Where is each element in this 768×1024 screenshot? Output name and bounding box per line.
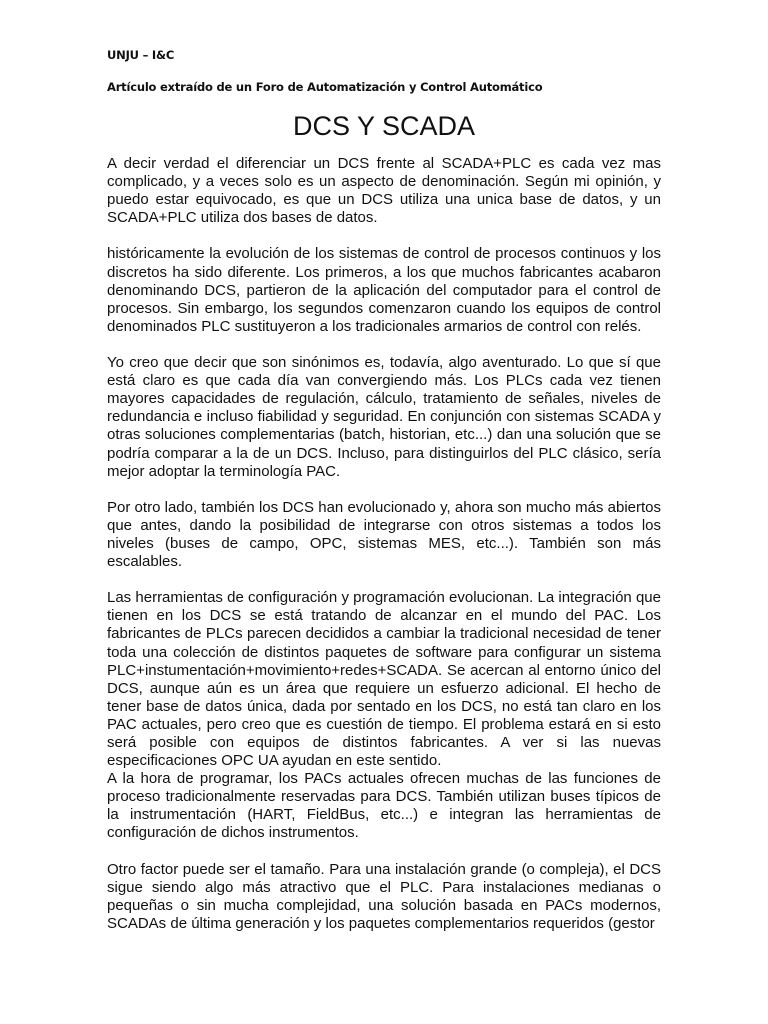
paragraph-5: Las herramientas de configuración y programación evolucionan. La integración que tienen en los DCS se está tratando de alcanzar en el mundo del PAC. Los fabricantes de PLCs parecen decididos a cambiar la tradicional necesidad de tener toda una colección de distintos paquetes de software para configurar un sistema PLC+instumentación+movimiento+redes+SCADA. Se acercan al entorno único del DCS, aunque aún es un área que requiere un esfuerzo adicional. El hecho de tener base de datos única, dada por sentado en los DCS, no está tan claro en los PAC actuales, pero creo que es cuestión de tiempo. El problema estará en si esto será posible con equipos de distintos fabricantes. A ver si las nuevas especificaciones OPC UA ayudan en este sentido.: [107, 589, 661, 770]
paragraph-2: históricamente la evolución de los sistemas de control de procesos continuos y los discretos ha sido diferente. Los primeros, a los que muchos fabricantes acabaron denominando DCS, partieron de la aplicación del computador para el control de procesos. Sin embargo, los segundos comenzaron cuando los equipos de control denominados PLC sustituyeron a los tradicionales armarios de control con relés.: [107, 245, 661, 335]
header-org: UNJU – I&C: [107, 48, 175, 62]
paragraph-7: Otro factor puede ser el tamaño. Para una instalación grande (o compleja), el DCS sigue siendo algo más atractivo que el PLC. Para instalaciones medianas o pequeñas o sin mucha complejidad, una solución basada en PACs modernos, SCADAs de última generación y los paquetes complementarios requeridos (gestor: [107, 860, 661, 932]
paragraph-4: Por otro lado, también los DCS han evolucionado y, ahora son mucho más abiertos que antes, dando la posibilidad de integrarse con otros sistemas a todos los niveles (buses de campo, OPC, sistemas MES, etc...). También son más escalables.: [107, 498, 661, 571]
paragraph-6: A la hora de programar, los PACs actuales ofrecen muchas de las funciones de proceso tradicionalmente reservadas para DCS. También utilizan buses típicos de la instrumentación (HART, FieldBus, etc...) e integran las herramientas de configuración de dichos instrumentos.: [107, 770, 661, 842]
header-subtitle: Artículo extraído de un Foro de Automatización y Control Automático: [107, 80, 543, 94]
document-title: DCS Y SCADA: [292, 111, 476, 141]
paragraph-3: Yo creo que decir que son sinónimos es, todavía, algo aventurado. Lo que sí que está claro es que cada día van convergiendo más. Los PLCs cada vez tienen mayores capacidades de regulación, cálculo, tratamiento de señales, niveles de redundancia e incluso fiabilidad y seguridad. En conjunción con sistemas SCADA y otras soluciones complementarias (batch, historian, etc...) dan una solución que se podría comparar a la de un DCS. Incluso, para distinguirlos del PLC clásico, sería mejor adoptar la terminología PAC.: [107, 354, 661, 480]
paragraph-1: A decir verdad el diferenciar un DCS frente al SCADA+PLC es cada vez mas complicado, y a veces solo es un aspecto de denominación. Según mi opinión, y puedo estar equivocado, es que un DCS utiliza una unica base de datos, y un SCADA+PLC utiliza dos bases de datos.: [107, 155, 661, 227]
document-body: [107, 155, 661, 951]
